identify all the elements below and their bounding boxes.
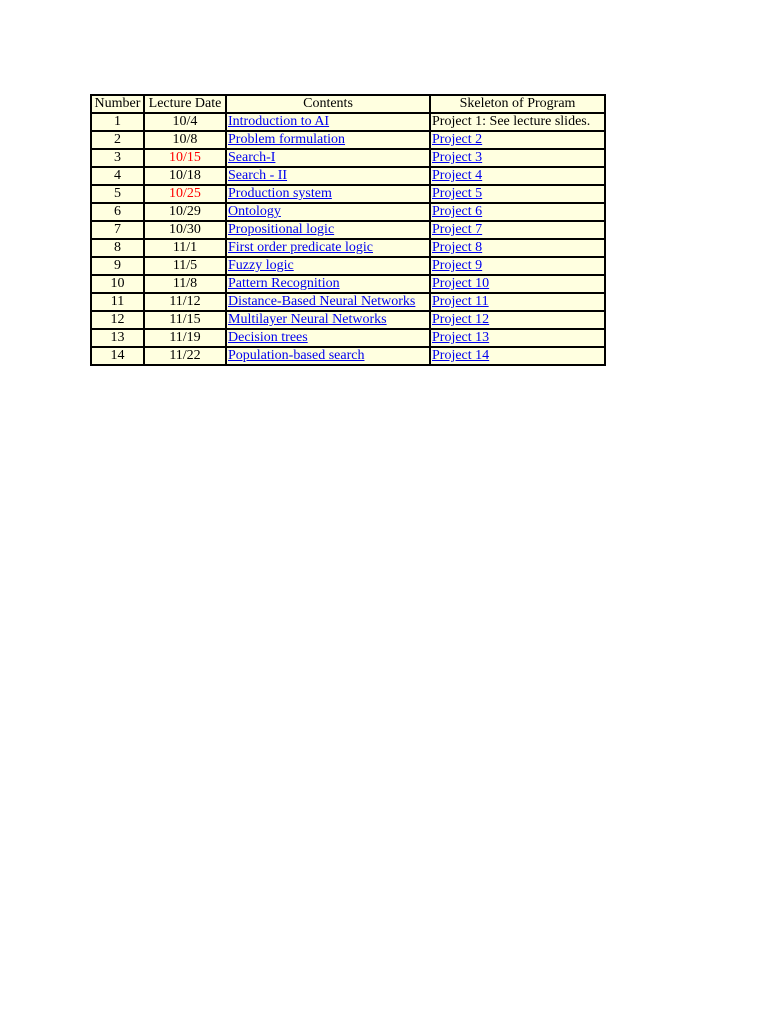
- contents-cell: [226, 329, 430, 347]
- header-number: Number: [91, 95, 144, 113]
- skeleton-cell: [430, 329, 605, 347]
- project-link[interactable]: Project 2: [432, 132, 483, 147]
- table-row: [91, 167, 605, 185]
- skeleton-cell: [430, 311, 605, 329]
- skeleton-cell: [430, 257, 605, 275]
- lecture-number: 4: [91, 167, 144, 185]
- lecture-date: 10/4: [144, 113, 226, 131]
- header-lecture-date: Lecture Date: [144, 95, 226, 113]
- lecture-number: 3: [91, 149, 144, 167]
- contents-cell: [226, 311, 430, 329]
- contents-cell: [226, 185, 430, 203]
- lecture-number: 1: [91, 113, 144, 131]
- contents-cell: [226, 167, 430, 185]
- contents-link[interactable]: Propositional logic: [228, 222, 335, 237]
- contents-cell: [226, 275, 430, 293]
- contents-cell: [226, 347, 430, 365]
- contents-link[interactable]: Fuzzy logic: [228, 258, 294, 273]
- contents-link[interactable]: Search - II: [228, 168, 288, 183]
- contents-cell: [226, 221, 430, 239]
- contents-link[interactable]: Pattern Recognition: [228, 276, 340, 291]
- contents-link[interactable]: Ontology: [228, 204, 281, 219]
- skeleton-cell: [430, 149, 605, 167]
- lecture-date: 10/8: [144, 131, 226, 149]
- project-link[interactable]: Project 10: [432, 276, 490, 291]
- contents-link[interactable]: Introduction to AI: [228, 114, 330, 129]
- contents-cell: [226, 113, 430, 131]
- table-row: [91, 131, 605, 149]
- contents-cell: [226, 239, 430, 257]
- project-note: Project 1: See lecture slides.: [432, 114, 591, 129]
- table-row: [91, 329, 605, 347]
- contents-link[interactable]: Search-I: [228, 150, 276, 165]
- table-row: [91, 221, 605, 239]
- table-row: [91, 149, 605, 167]
- lecture-number: 14: [91, 347, 144, 365]
- lecture-date: 10/29: [144, 203, 226, 221]
- table-row: [91, 275, 605, 293]
- skeleton-cell: [430, 221, 605, 239]
- header-contents: Contents: [226, 95, 430, 113]
- project-link[interactable]: Project 11: [432, 294, 489, 309]
- skeleton-cell: [430, 185, 605, 203]
- project-link[interactable]: Project 3: [432, 150, 483, 165]
- table-row: [91, 311, 605, 329]
- skeleton-cell: [430, 113, 605, 131]
- lecture-date: 10/15: [144, 149, 226, 167]
- table-row: [91, 203, 605, 221]
- skeleton-cell: [430, 347, 605, 365]
- lecture-number: 9: [91, 257, 144, 275]
- header-skeleton-of-program: Skeleton of Program: [430, 95, 605, 113]
- project-link[interactable]: Project 12: [432, 312, 490, 327]
- lecture-date: 11/19: [144, 329, 226, 347]
- lecture-date: 10/30: [144, 221, 226, 239]
- contents-cell: [226, 149, 430, 167]
- project-link[interactable]: Project 4: [432, 168, 483, 183]
- lecture-date: 11/8: [144, 275, 226, 293]
- lecture-date: 10/25: [144, 185, 226, 203]
- lecture-date: 11/22: [144, 347, 226, 365]
- skeleton-cell: [430, 167, 605, 185]
- lecture-date: 10/18: [144, 167, 226, 185]
- project-link[interactable]: Project 8: [432, 240, 483, 255]
- lecture-date: 11/15: [144, 311, 226, 329]
- contents-link[interactable]: Production system: [228, 186, 332, 201]
- contents-link[interactable]: Multilayer Neural Networks: [228, 312, 387, 327]
- contents-cell: [226, 203, 430, 221]
- lecture-number: 12: [91, 311, 144, 329]
- project-link[interactable]: Project 13: [432, 330, 490, 345]
- lecture-number: 11: [91, 293, 144, 311]
- skeleton-cell: [430, 131, 605, 149]
- lecture-date: 11/1: [144, 239, 226, 257]
- project-link[interactable]: Project 6: [432, 204, 483, 219]
- table-row: [91, 113, 605, 131]
- lecture-number: 2: [91, 131, 144, 149]
- table-header-row: [91, 95, 605, 113]
- table-row: [91, 257, 605, 275]
- skeleton-cell: [430, 203, 605, 221]
- lecture-date: 11/5: [144, 257, 226, 275]
- project-link[interactable]: Project 5: [432, 186, 483, 201]
- project-link[interactable]: Project 14: [432, 348, 490, 363]
- lecture-schedule-table: [90, 94, 606, 366]
- contents-link[interactable]: Distance-Based Neural Networks: [228, 294, 416, 309]
- contents-cell: [226, 257, 430, 275]
- lecture-number: 5: [91, 185, 144, 203]
- skeleton-cell: [430, 275, 605, 293]
- lecture-number: 10: [91, 275, 144, 293]
- lecture-date: 11/12: [144, 293, 226, 311]
- contents-link[interactable]: Decision trees: [228, 330, 308, 345]
- project-link[interactable]: Project 9: [432, 258, 483, 273]
- lecture-number: 8: [91, 239, 144, 257]
- contents-link[interactable]: Population-based search: [228, 348, 365, 363]
- table-row: [91, 293, 605, 311]
- contents-cell: [226, 293, 430, 311]
- skeleton-cell: [430, 293, 605, 311]
- lecture-number: 6: [91, 203, 144, 221]
- table-row: [91, 239, 605, 257]
- contents-link[interactable]: Problem formulation: [228, 132, 346, 147]
- skeleton-cell: [430, 239, 605, 257]
- contents-link[interactable]: First order predicate logic: [228, 240, 374, 255]
- lecture-number: 7: [91, 221, 144, 239]
- table-row: [91, 347, 605, 365]
- lecture-number: 13: [91, 329, 144, 347]
- project-link[interactable]: Project 7: [432, 222, 483, 237]
- contents-cell: [226, 131, 430, 149]
- table-row: [91, 185, 605, 203]
